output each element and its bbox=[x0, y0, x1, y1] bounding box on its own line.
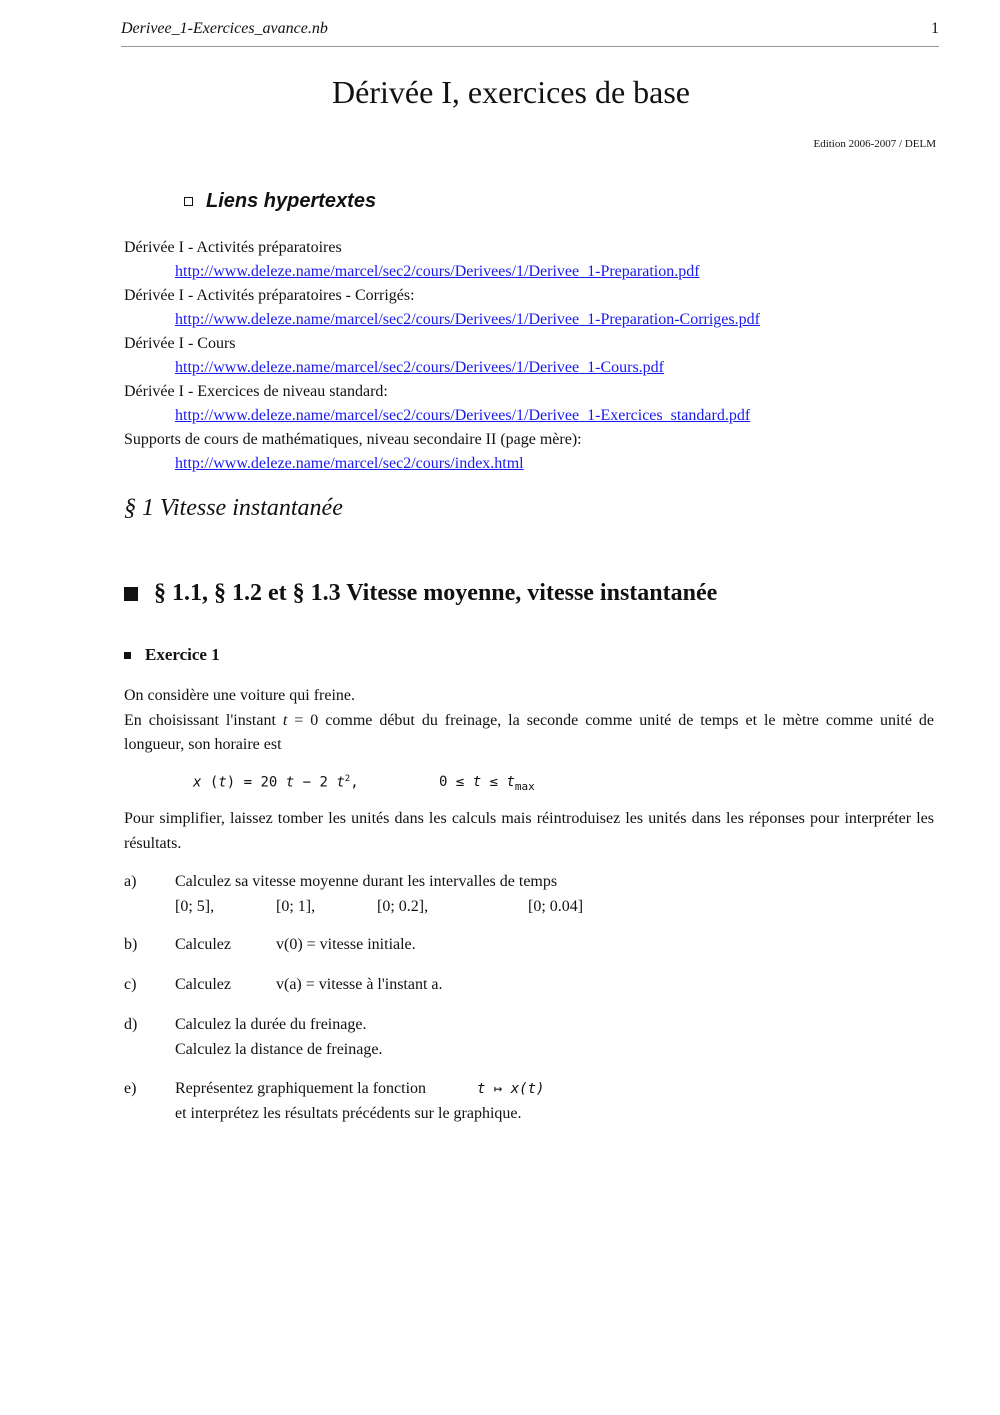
formula-horaire bbox=[193, 774, 359, 791]
header-divider bbox=[121, 46, 939, 47]
subsection-heading-label: § 1.1, § 1.2 et § 1.3 Vitesse moyenne, vitesse instantanée bbox=[154, 580, 718, 606]
question-body bbox=[175, 1013, 382, 1062]
question-verb: Calculez bbox=[175, 936, 231, 953]
intro-text: = 0 comme début du freinage, la seconde comme unité de temps et le mètre comme unité de longueur, son horaire est bbox=[124, 711, 934, 753]
formula-t: t bbox=[472, 774, 482, 790]
formula-t: t bbox=[285, 774, 295, 791]
question-letter: a) bbox=[124, 873, 137, 890]
question-letter: e) bbox=[124, 1080, 137, 1097]
formula-t: t bbox=[336, 774, 345, 791]
question-text: v(a) = vitesse à l'instant a. bbox=[276, 976, 443, 993]
link-label: Dérivée I - Exercices de niveau standard: bbox=[124, 383, 388, 400]
question-letter: b) bbox=[124, 936, 138, 953]
question-letter: c) bbox=[124, 976, 137, 993]
link-label: Dérivée I - Activités préparatoires bbox=[124, 239, 342, 256]
formula-part: ≤ bbox=[481, 774, 507, 790]
subsection-heading bbox=[124, 580, 717, 607]
link-label: Supports de cours de mathématiques, niveau secondaire II (page mère): bbox=[124, 431, 582, 448]
question-verb: Calculez bbox=[175, 976, 231, 993]
question-body bbox=[175, 870, 584, 919]
formula-t: t bbox=[218, 774, 227, 791]
links-heading-label: Liens hypertextes bbox=[206, 190, 377, 212]
intervals-row bbox=[175, 895, 584, 920]
link-label: Dérivée I - Cours bbox=[124, 335, 236, 352]
formula-domain bbox=[439, 774, 535, 793]
question-letter: d) bbox=[124, 1016, 138, 1033]
edition-note: Edition 2006-2007 / DELM bbox=[813, 138, 936, 150]
link-cours[interactable]: http://www.deleze.name/marcel/sec2/cours/Derivees/1/Derivee_1-Cours.pdf bbox=[175, 359, 665, 376]
question-text: Représentez graphiquement la fonction bbox=[175, 1080, 427, 1097]
link-preparation[interactable]: http://www.deleze.name/marcel/sec2/cours/Derivees/1/Derivee_1-Preparation.pdf bbox=[175, 263, 700, 280]
link-preparation-corriges[interactable]: http://www.deleze.name/marcel/sec2/cours/Derivees/1/Derivee_1-Preparation-Corriges.pdf bbox=[175, 311, 760, 328]
exercise-title: Exercice 1 bbox=[145, 645, 220, 664]
links-heading bbox=[184, 190, 376, 213]
question-text: v(0) = vitesse initiale. bbox=[276, 936, 416, 953]
simplify-paragraph: Pour simplifier, laissez tomber les unités dans les calculs mais réintroduisez les unités dans les réponses pour interpréter les résultats. bbox=[124, 810, 934, 852]
question-text: Calculez la durée du freinage. bbox=[175, 1016, 367, 1033]
formula-part: − 2 bbox=[294, 774, 337, 791]
question-body bbox=[175, 973, 443, 998]
link-index[interactable]: http://www.deleze.name/marcel/sec2/cours/index.html bbox=[175, 455, 524, 472]
question-text: Calculez sa vitesse moyenne durant les intervalles de temps bbox=[175, 873, 558, 890]
intro-line-2 bbox=[124, 709, 934, 758]
formula-t: t bbox=[506, 774, 515, 790]
links-list bbox=[124, 236, 760, 476]
question-text: Calculez la distance de freinage. bbox=[175, 1040, 383, 1058]
small-square-bullet-icon bbox=[124, 652, 131, 659]
interval: [0; 5], bbox=[175, 897, 215, 915]
interval: [0; 0.2], bbox=[377, 897, 429, 915]
exercise-heading bbox=[124, 645, 220, 665]
question-body bbox=[175, 933, 416, 958]
formula-part: , bbox=[350, 774, 359, 791]
formula-subscript: max bbox=[514, 779, 535, 793]
hollow-square-bullet-icon bbox=[184, 197, 193, 206]
interval: [0; 1], bbox=[276, 897, 316, 915]
question-text: et interprétez les résultats précédents sur le graphique. bbox=[175, 1104, 522, 1122]
function-mapping: t ↦ x(t) bbox=[477, 1081, 545, 1097]
question-row bbox=[175, 1077, 545, 1102]
question-body bbox=[175, 1077, 545, 1126]
link-exercices-standard[interactable]: http://www.deleze.name/marcel/sec2/cours/Derivees/1/Derivee_1-Exercices_standard.pdf bbox=[175, 407, 751, 424]
page-number: 1 bbox=[931, 20, 939, 37]
formula-exponent: 2 bbox=[344, 774, 351, 784]
page-title: Dérivée I, exercices de base bbox=[332, 74, 690, 110]
formula-part: ( bbox=[201, 774, 219, 791]
formula-part: ) = 20 bbox=[226, 774, 286, 791]
header-filename: Derivee_1-Exercices_avance.nb bbox=[121, 20, 328, 37]
link-label: Dérivée I - Activités préparatoires - Corrigés: bbox=[124, 287, 415, 304]
section-heading-1: § 1 Vitesse instantanée bbox=[124, 495, 343, 521]
formula-part: 0 ≤ bbox=[439, 774, 473, 790]
filled-square-bullet-icon bbox=[124, 587, 138, 601]
exercise-intro bbox=[124, 684, 934, 758]
variable-t: t bbox=[282, 711, 288, 729]
formula-x: x bbox=[193, 774, 202, 791]
interval: [0; 0.04] bbox=[528, 897, 584, 915]
intro-line-1: On considère une voiture qui freine. bbox=[124, 687, 356, 704]
intro-text: En choisissant l'instant bbox=[124, 711, 283, 729]
